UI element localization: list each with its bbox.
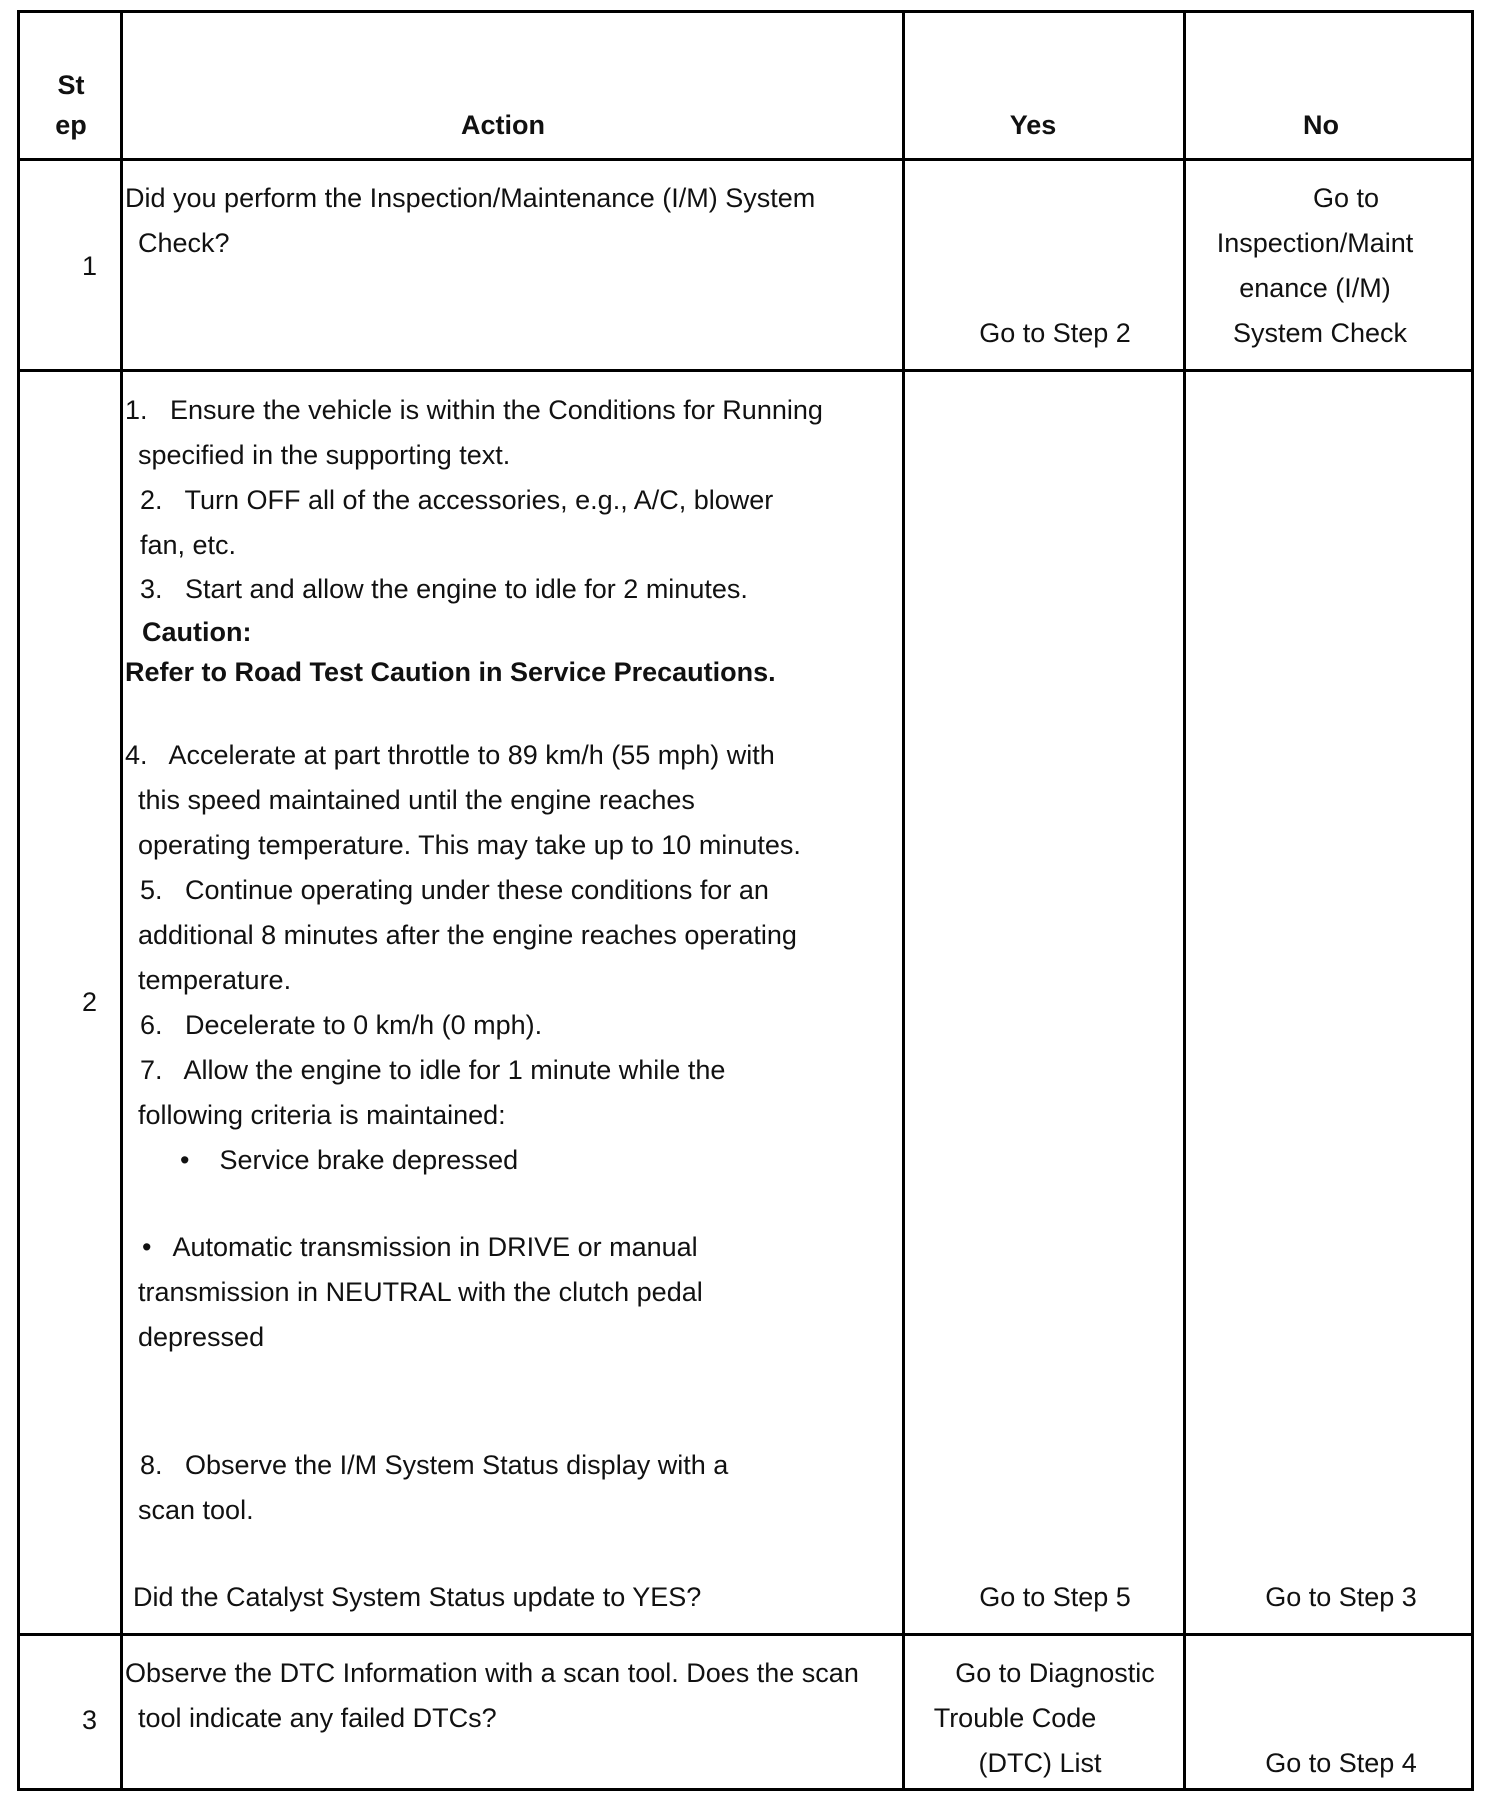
action-line: 8. Observe the I/M System Status display with a bbox=[140, 1450, 729, 1480]
action-line: 5. Continue operating under these conditions for an bbox=[140, 875, 769, 905]
action-line: Did you perform the Inspection/Maintenance (I/M) System bbox=[125, 183, 816, 213]
no-cell-line: System Check bbox=[1232, 318, 1408, 348]
bullet-item: • Service brake depressed bbox=[180, 1145, 519, 1175]
action-line: Observe the DTC Information with a scan tool. Does the scan bbox=[125, 1658, 859, 1688]
no-cell-line: Go to bbox=[1312, 183, 1380, 213]
header-action: Action bbox=[461, 110, 545, 140]
caution-text: Refer to Road Test Caution in Service Precautions. bbox=[125, 657, 776, 687]
table-border-left bbox=[17, 10, 20, 1791]
yes-cell-line: Go to Diagnostic bbox=[955, 1658, 1155, 1688]
no-cell: Go to Step 3 bbox=[1265, 1582, 1417, 1612]
step-number: 2 bbox=[81, 987, 98, 1017]
action-line: scan tool. bbox=[138, 1495, 254, 1525]
row-divider bbox=[17, 158, 1474, 161]
action-line: temperature. bbox=[138, 965, 292, 995]
action-question: Did the Catalyst System Status update to YES? bbox=[133, 1582, 702, 1612]
step-number: 3 bbox=[81, 1705, 98, 1735]
action-line: 7. Allow the engine to idle for 1 minute while the bbox=[140, 1055, 726, 1085]
action-line: this speed maintained until the engine reaches bbox=[138, 785, 695, 815]
no-cell: Go to Step 4 bbox=[1265, 1748, 1417, 1778]
row-divider bbox=[17, 1633, 1474, 1636]
header-no: No bbox=[1303, 110, 1339, 140]
yes-cell-line: Trouble Code bbox=[933, 1703, 1097, 1733]
no-cell-line: enance (I/M) bbox=[1239, 273, 1391, 303]
action-line: transmission in NEUTRAL with the clutch pedal bbox=[138, 1277, 703, 1307]
row-divider bbox=[17, 369, 1474, 372]
action-line: additional 8 minutes after the engine reaches operating bbox=[138, 920, 797, 950]
table-border-right bbox=[1471, 10, 1474, 1791]
action-line: 3. Start and allow the engine to idle for 2 minutes. bbox=[140, 574, 748, 604]
no-cell-line: Inspection/Maint bbox=[1216, 228, 1414, 258]
action-line: operating temperature. This may take up to 10 minutes. bbox=[138, 830, 801, 860]
header-step-line2: ep bbox=[55, 110, 87, 140]
action-line: 6. Decelerate to 0 km/h (0 mph). bbox=[140, 1010, 543, 1040]
bullet-item: • Automatic transmission in DRIVE or manual bbox=[142, 1232, 698, 1262]
header-step-line1: St bbox=[57, 70, 85, 100]
action-line: following criteria is maintained: bbox=[138, 1100, 506, 1130]
step-number: 1 bbox=[81, 251, 98, 281]
action-line: depressed bbox=[138, 1322, 265, 1352]
column-divider bbox=[902, 10, 905, 1791]
caution-label: Caution: bbox=[142, 617, 252, 647]
yes-cell: Go to Step 2 bbox=[979, 318, 1131, 348]
action-line: specified in the supporting text. bbox=[138, 440, 511, 470]
action-line: 4. Accelerate at part throttle to 89 km/h (55 mph) with bbox=[125, 740, 775, 770]
action-line: 2. Turn OFF all of the accessories, e.g., A/C, blower bbox=[140, 485, 774, 515]
action-line: tool indicate any failed DTCs? bbox=[138, 1703, 497, 1733]
action-line: 1. Ensure the vehicle is within the Conditions for Running bbox=[125, 395, 823, 425]
yes-cell-line: (DTC) List bbox=[978, 1748, 1102, 1778]
header-yes: Yes bbox=[1009, 110, 1057, 140]
table-border-top bbox=[17, 10, 1474, 13]
action-line: fan, etc. bbox=[140, 530, 237, 560]
table-border-bottom bbox=[17, 1788, 1474, 1791]
yes-cell: Go to Step 5 bbox=[979, 1582, 1131, 1612]
action-line: Check? bbox=[138, 228, 230, 258]
